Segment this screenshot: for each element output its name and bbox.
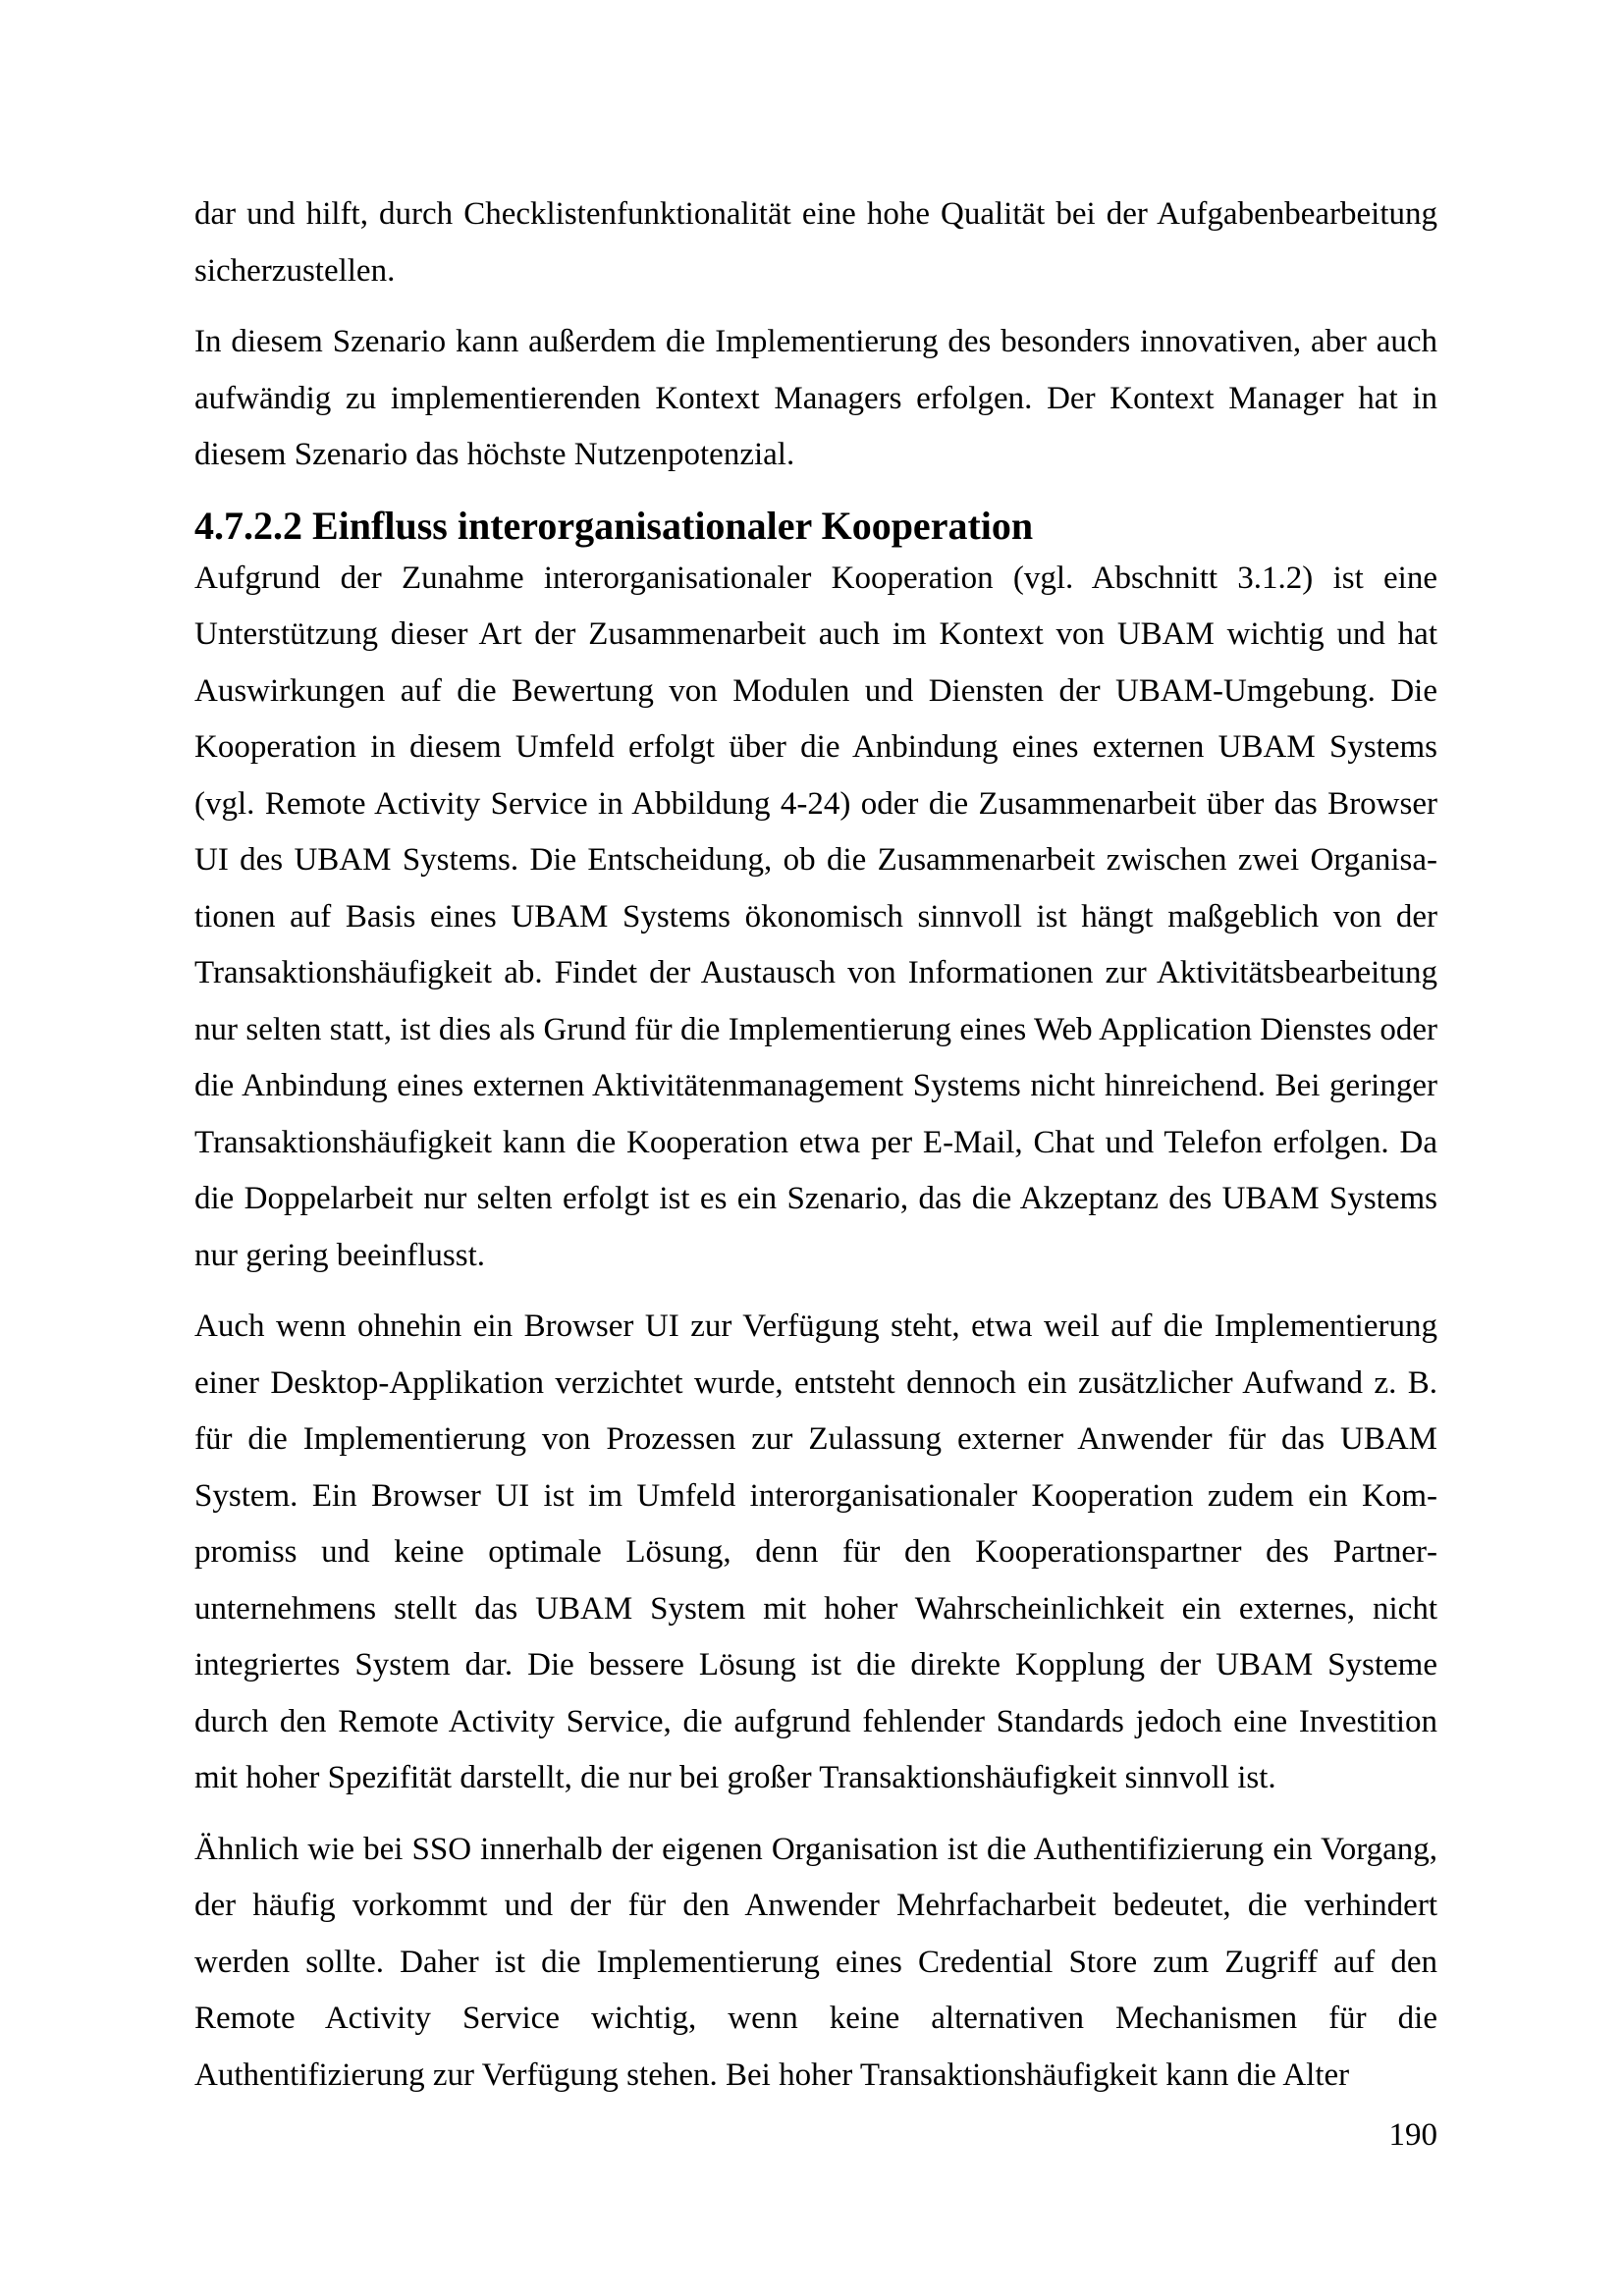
paragraph-authentifizierung: Ähnlich wie bei SSO innerhalb der eigenen Organisation ist die Authentifizierung ein Vorgang, der häufig vorkommt und der für den Anwender Mehrfacharbeit bedeutet, die verhindert werden sollte. Daher ist die Implementierung eines Credential Store zum Zugriff auf den Remote Activity Service wichtig, wenn keine alternativen Mechanismen für die Authentifizierung zur Verfügung stehen. Bei hoher Transaktionshäufigkeit kann die Alter	[194, 1831, 1437, 2093]
page-number: 190	[1388, 2117, 1437, 2153]
paragraph-intro-continuation: dar und hilft, durch Checklistenfunktionalität eine hohe Qualität bei der Aufgabenbearbeitung sicherzustellen.	[194, 196, 1437, 289]
document-page	[194, 187, 1437, 2118]
paragraph-kooperation: Aufgrund der Zunahme interorganisationaler Kooperation (vgl. Abschnitt 3.1.2) ist eine Unterstützung dieser Art der Zusammenarbeit auch im Kontext von UBAM wichtig und hat Auswirkungen auf die Bewertung von Modulen und Diensten der UBAM-Umgebung. Die Kooperation in diesem Umfeld erfolgt über die Anbindung eines externen UBAM Systems (vgl. Remote Activity Service in Abbildung 4-24) oder die Zusammenarbeit über das Browser UI des UBAM Systems. Die Entscheidung, ob die Zusammenarbeit zwischen zwei Organisationen auf Basis eines UBAM Systems ökonomisch sinnvoll ist hängt maßgeblich von der Transaktionshäufigkeit ab. Findet der Austausch von Informationen zur Aktivitätsbearbeitung nur selten statt, ist dies als Grund für die Implementierung eines Web Application Dienstes oder die Anbindung eines externen Aktivitätenmanagement Systems nicht hinreichend. Bei geringer Transaktionshäufigkeit kann die Kooperation etwa per E-Mail, Chat und Telefon erfolgen. Da die Doppelarbeit nur selten erfolgt ist es ein Szenario, das die Akzeptanz des UBAM Systems nur gering beeinflusst.	[194, 560, 1437, 1273]
paragraph-browser-ui: Auch wenn ohnehin ein Browser UI zur Verfügung steht, etwa weil auf die Implementierung einer Desktop-Applikation verzichtet wurde, entsteht dennoch ein zusätzlicher Aufwand z. B. für die Implementierung von Prozessen zur Zulassung externer Anwender für das UBAM System. Ein Browser UI ist im Umfeld interorganisationaler Kooperation zudem ein Kompromiss und keine optimale Lösung, denn für den Kooperationspartner des Partnerunternehmens stellt das UBAM System mit hoher Wahrscheinlichkeit ein externes, nicht integriertes System dar. Die bessere Lösung ist die direkte Kopplung der UBAM Systeme durch den Remote Activity Service, die aufgrund fehlender Standards jedoch eine Investition mit hoher Spezifität darstellt, die nur bei großer Transaktionshäufigkeit sinnvoll ist.	[194, 1308, 1437, 1795]
paragraph-kontext-manager: In diesem Szenario kann außerdem die Implementierung des besonders innovativen, aber auch aufwändig zu implementierenden Kontext Managers erfolgen. Der Kontext Manager hat in diesem Szenario das höchste Nutzenpotenzial.	[194, 324, 1437, 472]
section-heading: 4.7.2.2 Einfluss interorganisationaler Kooperation	[194, 503, 1034, 548]
